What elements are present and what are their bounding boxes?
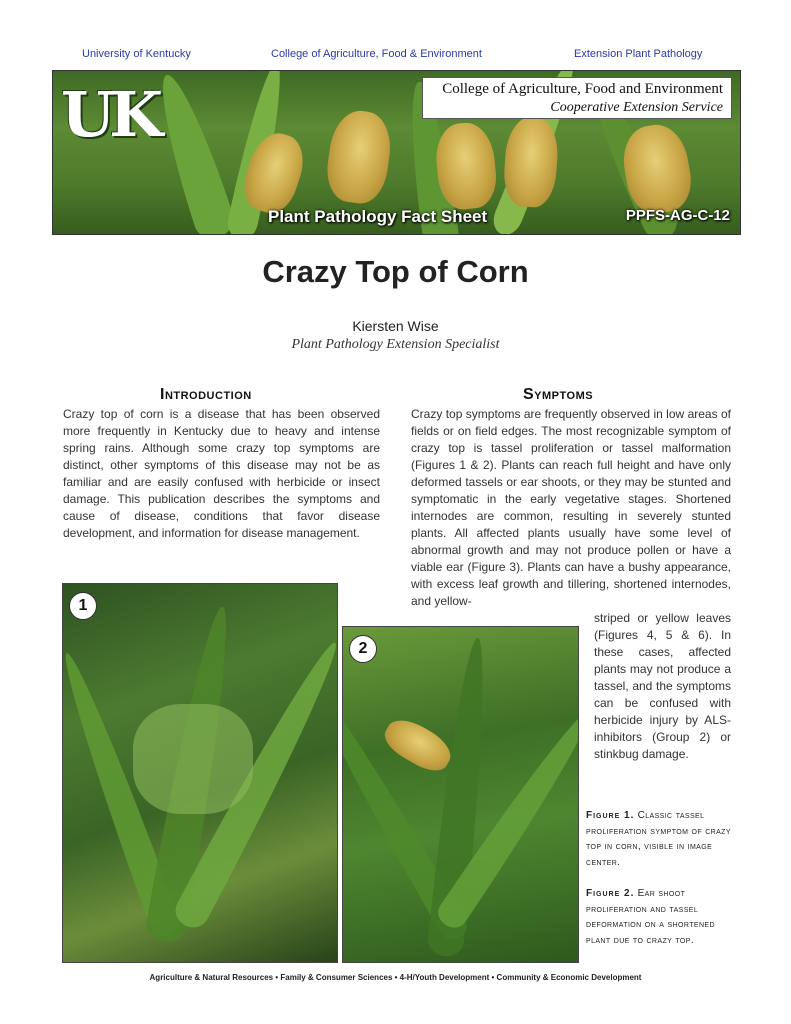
corn-silk [502, 115, 560, 208]
college-link[interactable]: College of Agriculture, Food & Environment [271, 48, 482, 60]
figure-2-caption-text: Ear shoot proliferation and tassel deformation on a shortened plant due to crazy top. [586, 888, 715, 946]
series-label: Plant Pathology Fact Sheet [268, 207, 488, 226]
symptoms-body-continued: striped or yellow leaves (Figures 4, 5 & 6). In these cases, affected plants may not produce a tassel, and the symptoms can be confused with herbicide injury by ALS-inhibitors (Group 2) or stinkbug damage. [594, 611, 731, 761]
footer-program-areas: Agriculture & Natural Resources • Family & Consumer Sciences • 4-H/Youth Development • Community & Economic Development [149, 973, 642, 982]
figure-1-caption-lead: Figure 1. [586, 810, 635, 821]
page-title: Crazy Top of Corn [262, 254, 529, 289]
university-link[interactable]: University of Kentucky [82, 48, 191, 60]
corn-silk [323, 107, 395, 206]
figure-2-photo [342, 626, 579, 963]
introduction-body: Crazy top of corn is a disease that has been observed more frequently in Kentucky due to heavy and intense spring rains. Although some crazy top symptoms are distinct, other symptoms of this disease may not be as familiar and are easily confused with herbicide or insect damage. This publication describes the symptoms and cause of disease, conditions that favor disease development, and information for disease management. [63, 407, 380, 540]
department-link[interactable]: Extension Plant Pathology [574, 48, 703, 60]
publication-code: PPFS-AG-C-12 [625, 207, 730, 224]
figure-1-number: 1 [69, 592, 97, 620]
figure-1-caption-text: Classic tassel proliferation symptom of crazy top in corn, visible in image center. [586, 810, 731, 868]
college-box [422, 77, 732, 119]
extension-service: Cooperative Extension Service [550, 100, 723, 115]
deformed-tassel [379, 712, 458, 778]
corn-leaf [148, 70, 239, 235]
author-role: Plant Pathology Extension Specialist [291, 337, 500, 352]
introduction-heading: Introduction [160, 386, 252, 403]
figure-2-caption-lead: Figure 2. [586, 888, 635, 899]
symptoms-body: Crazy top symptoms are frequently observed in low areas of fields or on field edges. The most recognizable symptom of crazy top is tassel proliferation or tassel malformation (Figures 1 & 2). Plants can reach full height and have only deformed tassels or ear shoots, or they may be stunted and symptomatic in the early vegetative stages. Shortened internodes are common, resulting in severely stunted plants. All affected plants usually have some level of abnormal growth and may not produce pollen or have a viable ear (Figure 3). Plants can have a bushy appearance, with excess leaf growth and tillering, shortened internodes, and yellow- [411, 407, 731, 608]
uk-logo-icon: UK [61, 78, 157, 151]
author-name: Kiersten Wise [352, 318, 439, 334]
figure-2-caption [586, 886, 732, 948]
figure-2-number: 2 [349, 635, 377, 663]
header-banner [52, 70, 741, 235]
symptoms-heading: Symptoms [523, 386, 594, 403]
figure-1-photo [62, 583, 338, 963]
tassel-proliferation [133, 704, 253, 814]
figure-1-caption [586, 808, 732, 870]
college-name: College of Agriculture, Food and Environment [442, 81, 723, 97]
